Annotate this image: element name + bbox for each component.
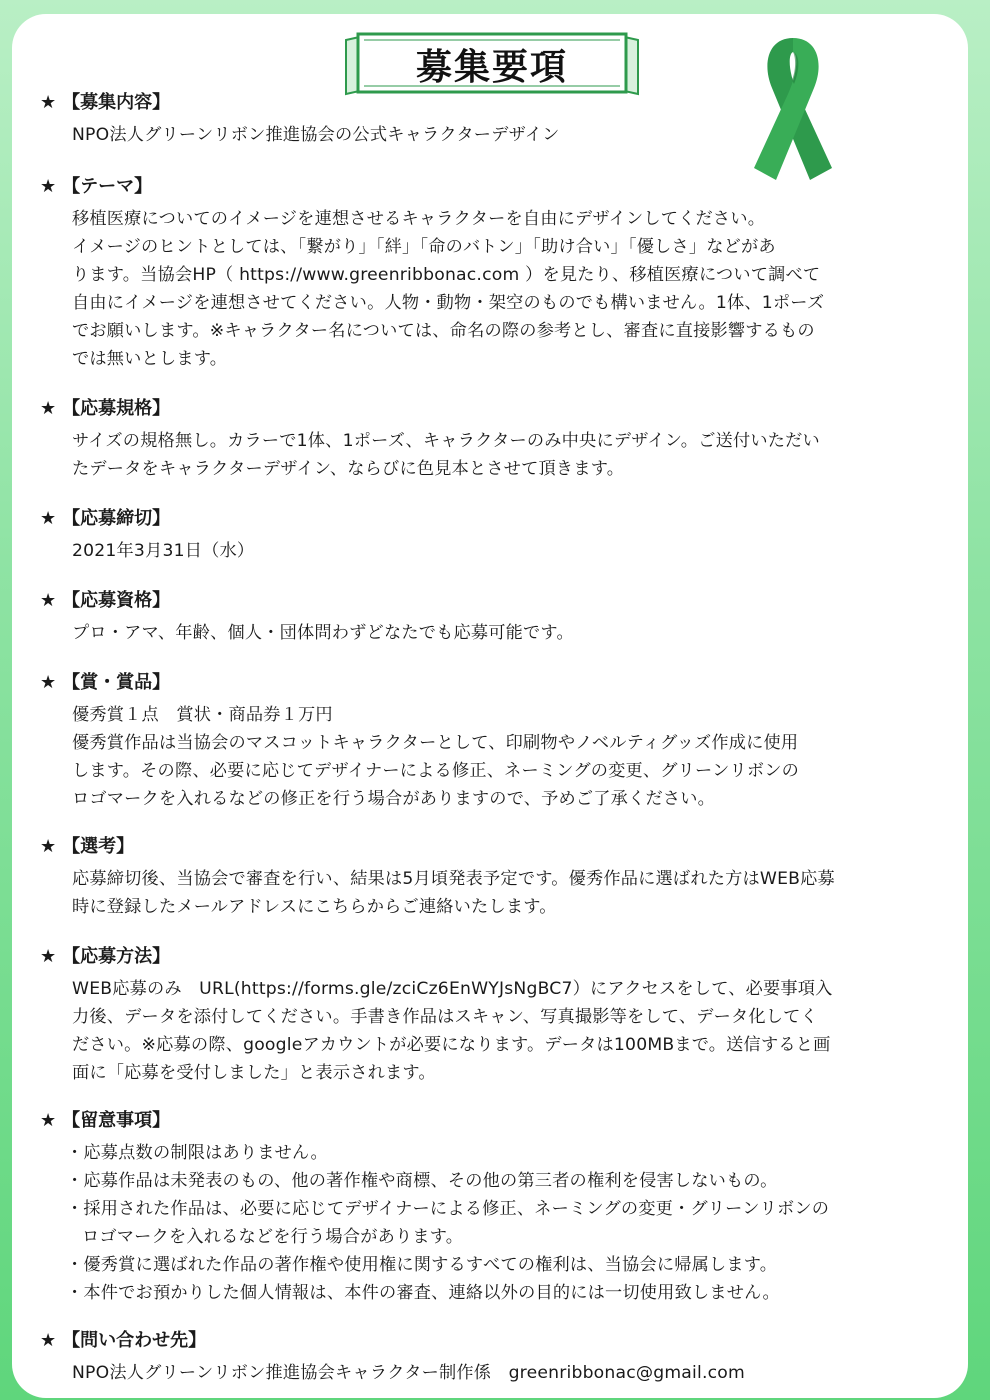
section-heading (40, 1326, 206, 1352)
section-line: ロゴマークを入れるなどを行う場合があります。 (82, 1227, 464, 1247)
section-line: ・応募点数の制限はありません。 (66, 1143, 328, 1163)
star-icon: ★ (40, 946, 57, 967)
section-line: サイズの規格無し。カラーで1体、1ポーズ、キャラクターのみ中央にデザイン。ご送付いただい (72, 431, 820, 451)
star-icon: ★ (40, 176, 57, 197)
section-line: NPO法人グリーンリボン推進協会の公式キャラクターデザイン (72, 125, 560, 145)
section-heading-text: 【応募規格】 (62, 398, 171, 419)
section-line: イメージのヒントとしては、「繋がり」「絆」「命のバトン」「助け合い」「優しさ」などがあ (72, 237, 776, 257)
section-heading-text: 【問い合わせ先】 (62, 1330, 207, 1351)
section-line: 自由にイメージを連想させてください。人物・動物・架空のものでも構いません。1体、1ポーズ (72, 293, 825, 313)
title-banner (342, 30, 642, 98)
section-line: ださい。※応募の際、googleアカウントが必要になります。データは100MBまで。送信すると画 (72, 1035, 831, 1055)
star-icon: ★ (40, 508, 57, 529)
section-heading (40, 88, 170, 114)
section-heading (40, 504, 170, 530)
section-line: でお願いします。※キャラクター名については、命名の際の参考とし、審査に直接影響するもの (72, 321, 815, 341)
section-heading-text: 【応募資格】 (62, 590, 171, 611)
section-line: ロゴマークを入れるなどの修正を行う場合がありますので、予めご了承ください。 (72, 789, 715, 809)
section-line: ・応募作品は未発表のもの、他の著作権や商標、その他の第三者の権利を侵害しないもの。 (66, 1171, 778, 1191)
section-heading-text: 【応募方法】 (62, 946, 171, 967)
section-heading (40, 1106, 170, 1132)
green-ribbon-icon (748, 30, 838, 190)
section-line: 応募締切後、当協会で審査を行い、結果は5月頃発表予定です。優秀作品に選ばれた方はWEB応募 (72, 869, 835, 889)
star-icon: ★ (40, 398, 57, 419)
section-heading-text: 【留意事項】 (62, 1110, 171, 1131)
section-line: 優秀賞作品は当協会のマスコットキャラクターとして、印刷物やノベルティグッズ作成に使用 (72, 733, 799, 753)
section-line: 時に登録したメールアドレスにこちらからご連絡いたします。 (72, 897, 557, 917)
section-line: NPO法人グリーンリボン推進協会キャラクター制作係 greenribbonac@gmail.com (72, 1363, 745, 1383)
section-line: ・採用された作品は、必要に応じてデザイナーによる修正、ネーミングの変更・グリーンリボンの (66, 1199, 830, 1219)
section-line: プロ・アマ、年齢、個人・団体問わずどなたでも応募可能です。 (72, 623, 574, 643)
section-heading (40, 586, 170, 612)
section-line: では無いとします。 (72, 349, 228, 369)
section-line: 2021年3月31日（水） (72, 541, 255, 561)
section-line: 力後、データを添付してください。手書き作品はスキャン、写真撮影等をして、データ化してく (72, 1007, 818, 1027)
section-heading (40, 394, 170, 420)
section-heading-text: 【応募締切】 (62, 508, 171, 529)
star-icon: ★ (40, 836, 57, 857)
section-line: ります。当協会HP（ https://www.greenribbonac.com ）を見たり、移植医療について調べて (72, 265, 821, 285)
section-line: 優秀賞１点 賞状・商品券１万円 (72, 705, 333, 725)
section-heading (40, 942, 170, 968)
section-line: 移植医療についてのイメージを連想させるキャラクターを自由にデザインしてください。 (72, 209, 766, 229)
section-heading (40, 172, 152, 198)
section-line: ・優秀賞に選ばれた作品の著作権や使用権に関するすべての権利は、当協会に帰属します。 (66, 1255, 778, 1275)
section-line: します。その際、必要に応じてデザイナーによる修正、ネーミングの変更、グリーンリボンの (72, 761, 800, 781)
section-line: たデータをキャラクターデザイン、ならびに色見本とさせて頂きます。 (72, 459, 625, 479)
section-heading-text: 【賞・賞品】 (62, 672, 171, 693)
section-heading-text: 【選考】 (62, 836, 135, 857)
star-icon: ★ (40, 1110, 57, 1131)
section-heading (40, 832, 134, 858)
section-line: WEB応募のみ URL(https://forms.gle/zciCz6EnWYJsNgBC7）にアクセスをして、必要事項入 (72, 979, 833, 999)
star-icon: ★ (40, 1330, 57, 1351)
star-icon: ★ (40, 672, 57, 693)
section-line: 面に「応募を受付しました」と表示されます。 (72, 1063, 436, 1083)
section-line: ・本件でお預かりした個人情報は、本件の審査、連絡以外の目的には一切使用致しません。 (66, 1283, 780, 1303)
section-heading-text: 【募集内容】 (62, 92, 171, 113)
section-heading-text: 【テーマ】 (62, 176, 153, 197)
star-icon: ★ (40, 92, 57, 113)
star-icon: ★ (40, 590, 57, 611)
page-title: 募集要項 (415, 46, 568, 88)
section-heading (40, 668, 170, 694)
